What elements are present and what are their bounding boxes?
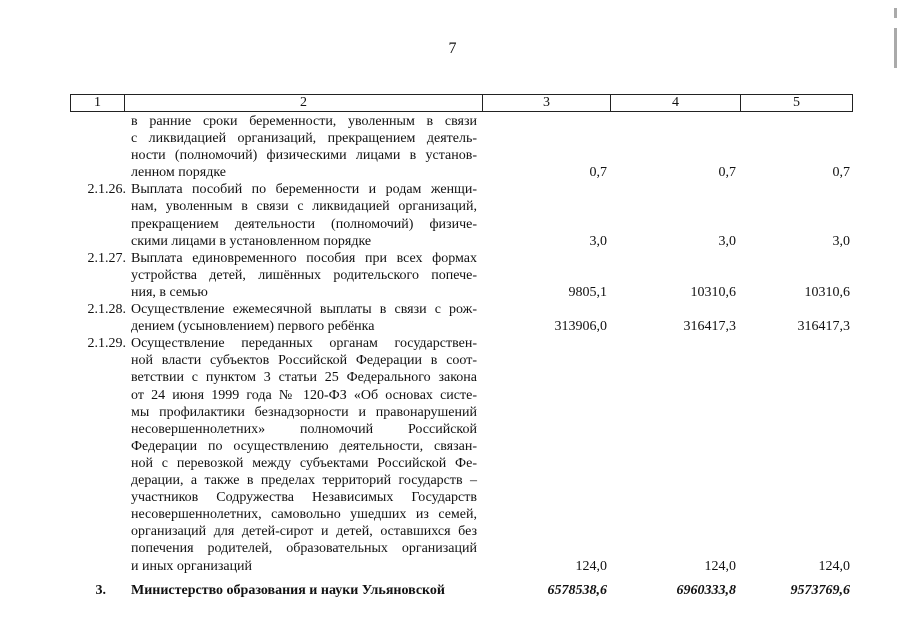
header-col-2: 2 <box>300 95 307 110</box>
description-line: организаций для детей-сирот и детей, оставшихся без <box>131 524 477 540</box>
value-col-4: 0,7 <box>718 165 736 181</box>
row-description <box>131 113 477 181</box>
value-col-3: 3,0 <box>589 233 607 249</box>
total-value-col-4: 6960333,8 <box>676 583 736 598</box>
row-number: 2.1.26. <box>87 182 126 198</box>
description-line: ветствии с пунктом 3 статьи 25 Федерального закона <box>131 370 477 386</box>
description-line: ной с перевозкой между субъектами Российской Фе- <box>131 455 477 471</box>
row-description <box>131 250 477 301</box>
value-col-4: 3,0 <box>718 233 736 249</box>
value-col-3: 313906,0 <box>554 319 607 335</box>
description-line: и иных организаций <box>131 558 253 574</box>
page-number: 7 <box>448 40 457 57</box>
description-line: Осуществление ежемесячной выплаты в связи с рож- <box>131 302 477 318</box>
total-value-col-5: 9573769,6 <box>790 583 850 598</box>
header-col-4: 4 <box>672 95 679 110</box>
description-line: несовершеннолетних» полномочий Российской <box>131 421 477 437</box>
value-col-3: 9805,1 <box>568 284 607 300</box>
description-line: Выплата пособий по беременности и родам женщи- <box>131 182 477 198</box>
description-line: Осуществление переданных органам государствен- <box>131 336 477 352</box>
description-line: дерации, а также в пределах территорий государств – <box>131 473 477 489</box>
value-col-5: 3,0 <box>832 233 850 249</box>
value-col-3: 124,0 <box>575 558 607 574</box>
value-col-5: 0,7 <box>832 165 850 181</box>
description-line: несовершеннолетних, самовольно ушедших из семей, <box>131 507 477 523</box>
description-line: устройства детей, лишённых родительского попече- <box>131 267 477 283</box>
description-line: нам, уволенным в связи с ликвидацией организаций, <box>131 199 477 215</box>
description-line: ной власти субъектов Российской Федерации в соот- <box>131 353 477 369</box>
value-col-5: 316417,3 <box>797 319 850 335</box>
description-line: попечения родителей, образовательных организаций <box>131 541 477 557</box>
total-row-text: Министерство образования и науки Ульяновской <box>131 583 446 598</box>
total-value-col-3: 6578538,6 <box>547 583 607 598</box>
row-number: 2.1.27. <box>87 250 126 266</box>
row-number: 2.1.28. <box>87 302 126 318</box>
row-number: 2.1.29. <box>87 336 126 352</box>
value-col-4: 124,0 <box>704 558 736 574</box>
row-description <box>131 335 477 574</box>
row-description <box>131 181 477 249</box>
value-col-5: 124,0 <box>818 558 850 574</box>
description-line: от 24 июня 1999 года № 120-ФЗ «Об основах систе- <box>131 387 477 403</box>
description-line: участников Содружества Независимых Государств <box>131 490 477 506</box>
description-line: с ликвидацией организаций, прекращением деятель- <box>131 131 477 147</box>
description-line: ленном порядке <box>131 165 226 181</box>
description-line: мы профилактики безнадзорности и правонарушений <box>131 404 477 420</box>
header-col-1: 1 <box>94 95 101 110</box>
description-line: ния, в семью <box>131 284 208 300</box>
value-col-3: 0,7 <box>589 165 607 181</box>
table-header <box>70 94 853 112</box>
description-line: Выплата единовременного пособия при всех формах <box>131 250 477 266</box>
total-row-number: 3. <box>95 583 106 598</box>
header-col-3: 3 <box>543 95 550 110</box>
description-line: в ранние сроки беременности, уволенным в связи <box>131 114 477 129</box>
description-line: Федерации по осуществлению деятельности, связан- <box>131 438 477 454</box>
description-line: прекращением деятельности (полномочий) физиче- <box>131 216 477 232</box>
value-col-5: 10310,6 <box>804 284 850 300</box>
value-col-4: 10310,6 <box>690 284 736 300</box>
value-col-4: 316417,3 <box>683 319 736 335</box>
description-line: ности (полномочий) физическими лицами в установ- <box>131 148 477 164</box>
description-line: дением (усыновлением) первого ребёнка <box>131 319 375 335</box>
header-col-5: 5 <box>793 95 800 110</box>
description-line: скими лицами в установленном порядке <box>131 233 372 249</box>
row-description <box>131 301 477 335</box>
